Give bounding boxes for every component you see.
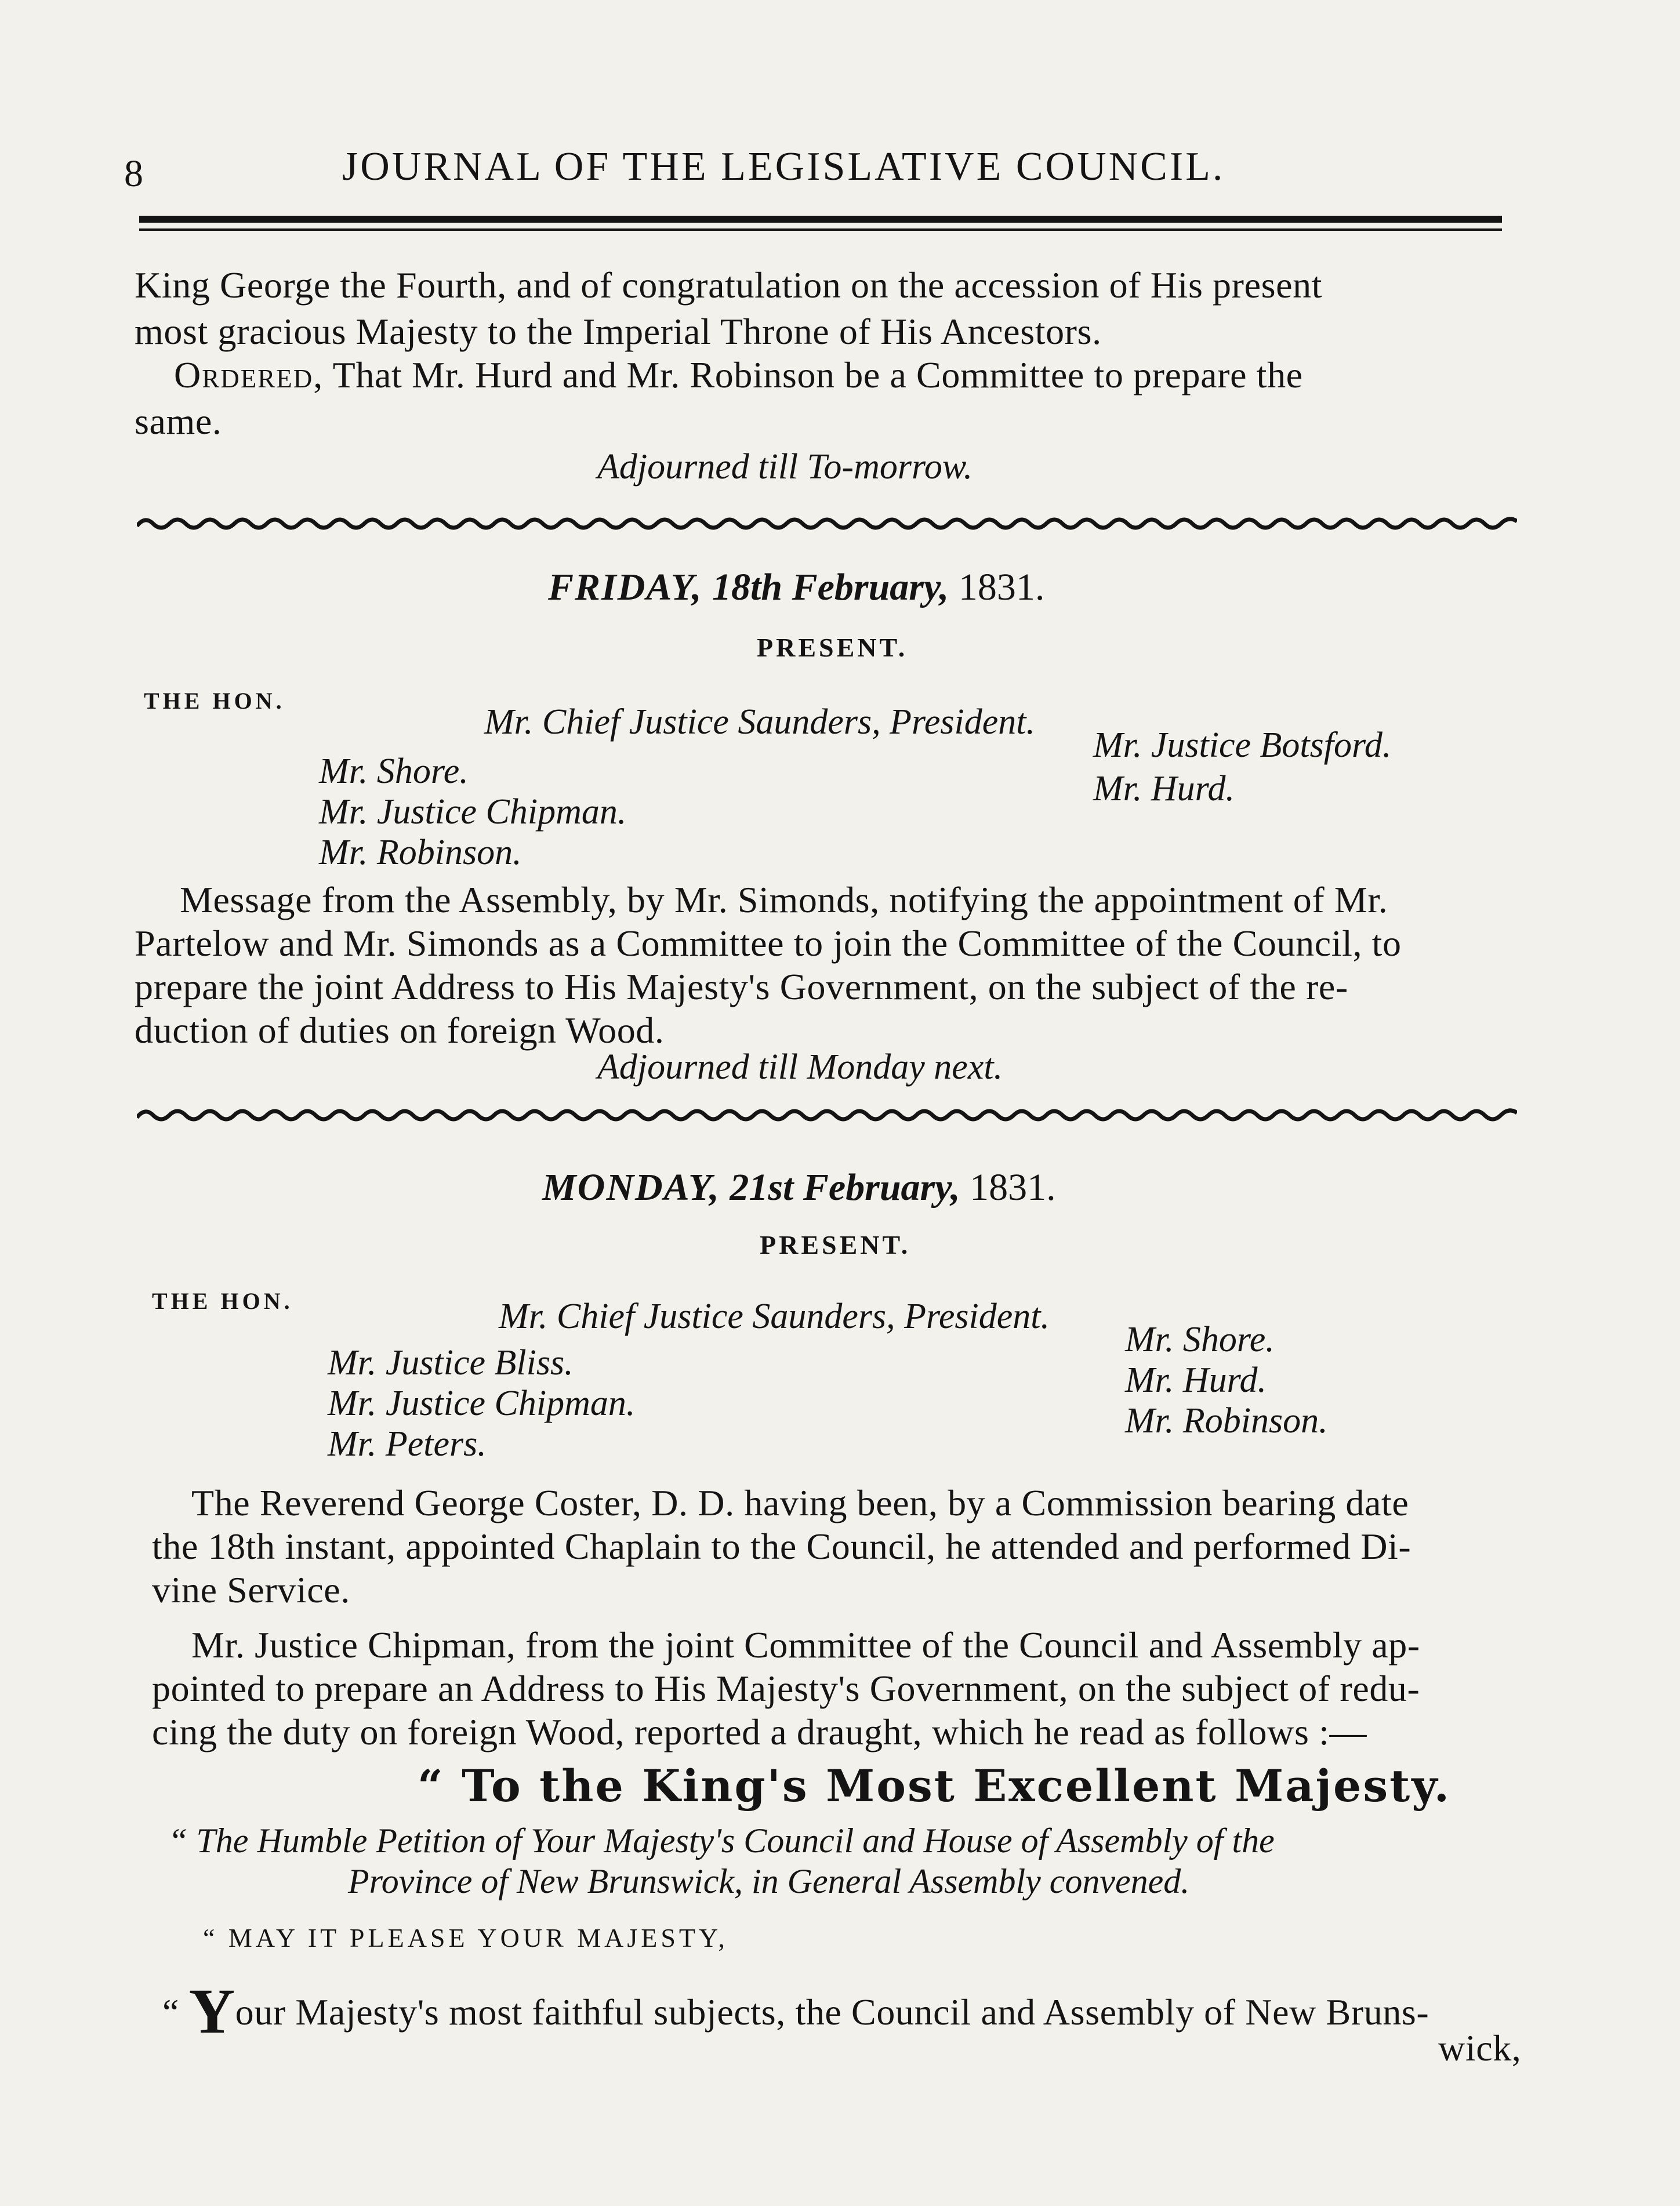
- friday-date: 18th February,: [712, 566, 949, 608]
- monday-left-member-1: Mr. Justice Bliss.: [328, 1343, 574, 1383]
- report-line-2: pointed to prepare an Address to His Majesty's Government, on the subject of redu-: [152, 1668, 1420, 1709]
- wavy-divider-2: [137, 1105, 1517, 1126]
- friday-message-line-2: Partelow and Mr. Simonds as a Committee to join the Committee of the Council, to: [135, 923, 1402, 964]
- address-first-line: our Majesty's most faithful subjects, the Council and Assembly of New Bruns-: [235, 1991, 1429, 2033]
- adjourned-tomorrow: Adjourned till To-morrow.: [597, 447, 973, 487]
- page-number: 8: [124, 153, 143, 195]
- address-final-word: wick,: [1438, 2027, 1522, 2069]
- chaplain-line-2: the 18th instant, appointed Chaplain to the Council, he attended and performed Di-: [152, 1526, 1412, 1567]
- address-opening-line: [162, 1975, 1429, 2048]
- may-it-please: “ MAY IT PLEASE YOUR MAJESTY,: [203, 1923, 728, 1953]
- friday-left-member-1: Mr. Shore.: [319, 752, 469, 791]
- friday-day: FRIDAY,: [548, 566, 703, 608]
- running-title: JOURNAL OF THE LEGISLATIVE COUNCIL.: [342, 144, 1225, 189]
- intro-line-2: most gracious Majesty to the Imperial Throne of His Ancestors.: [135, 311, 1102, 352]
- chaplain-line-3: vine Service.: [152, 1569, 350, 1610]
- opening-quote: “: [162, 1991, 180, 2033]
- friday-left-member-2: Mr. Justice Chipman.: [319, 792, 627, 832]
- monday-president: Mr. Chief Justice Saunders, President.: [499, 1297, 1050, 1336]
- friday-message-line-3: prepare the joint Address to His Majesty's Government, on the subject of the re-: [135, 966, 1348, 1007]
- friday-year: 1831.: [958, 566, 1045, 608]
- friday-message-line-4: duction of duties on foreign Wood.: [135, 1010, 665, 1051]
- chaplain-line-1: The Reverend George Coster, D. D. having been, by a Commission bearing date: [191, 1482, 1409, 1523]
- header-rule-thick: [139, 216, 1502, 223]
- address-heading: “ To the King's Most Excellent Majesty.: [418, 1760, 1452, 1812]
- adjourned-monday: Adjourned till Monday next.: [597, 1047, 1003, 1087]
- intro-line-1: King George the Fourth, and of congratulation on the accession of His present: [135, 264, 1323, 306]
- monday-left-member-2: Mr. Justice Chipman.: [328, 1384, 636, 1423]
- monday-present: PRESENT.: [760, 1230, 911, 1260]
- friday-the-hon: THE HON.: [144, 688, 285, 714]
- friday-left-member-3: Mr. Robinson.: [319, 833, 522, 872]
- ordered-line-1: [174, 354, 1303, 397]
- friday-right-member-1: Mr. Justice Botsford.: [1093, 725, 1392, 765]
- friday-heading: [548, 565, 1044, 609]
- monday-year: 1831.: [970, 1166, 1056, 1209]
- petition-line-1: “ The Humble Petition of Your Majesty's Council and House of Assembly of the: [168, 1822, 1275, 1860]
- header-rule-thin: [139, 228, 1502, 231]
- friday-present: PRESENT.: [757, 633, 908, 662]
- petition-line-2: Province of New Brunswick, in General Assembly convened.: [348, 1862, 1190, 1900]
- monday-right-member-2: Mr. Hurd.: [1125, 1360, 1267, 1400]
- monday-left-member-3: Mr. Peters.: [328, 1424, 487, 1464]
- wavy-divider-1: [137, 513, 1517, 534]
- friday-right-member-2: Mr. Hurd.: [1093, 769, 1235, 808]
- friday-president: Mr. Chief Justice Saunders, President.: [484, 702, 1035, 742]
- ordered-text: That Mr. Hurd and Mr. Robinson be a Committee to prepare the: [332, 354, 1303, 396]
- monday-right-member-1: Mr. Shore.: [1125, 1320, 1275, 1359]
- ordered-keyword: Ordered,: [174, 354, 324, 396]
- report-line-1: Mr. Justice Chipman, from the joint Committee of the Council and Assembly ap-: [191, 1624, 1420, 1666]
- monday-the-hon: THE HON.: [152, 1288, 293, 1314]
- drop-cap: Y: [188, 1976, 235, 2047]
- monday-heading: [542, 1166, 1056, 1210]
- friday-message-line-1: Message from the Assembly, by Mr. Simonds, notifying the appointment of Mr.: [180, 879, 1388, 920]
- ordered-line-2: same.: [135, 401, 222, 442]
- monday-right-member-3: Mr. Robinson.: [1125, 1401, 1328, 1441]
- monday-day: MONDAY,: [542, 1166, 720, 1209]
- report-line-3: cing the duty on foreign Wood, reported a draught, which he read as follows :—: [152, 1711, 1367, 1753]
- monday-date: 21st February,: [730, 1166, 960, 1209]
